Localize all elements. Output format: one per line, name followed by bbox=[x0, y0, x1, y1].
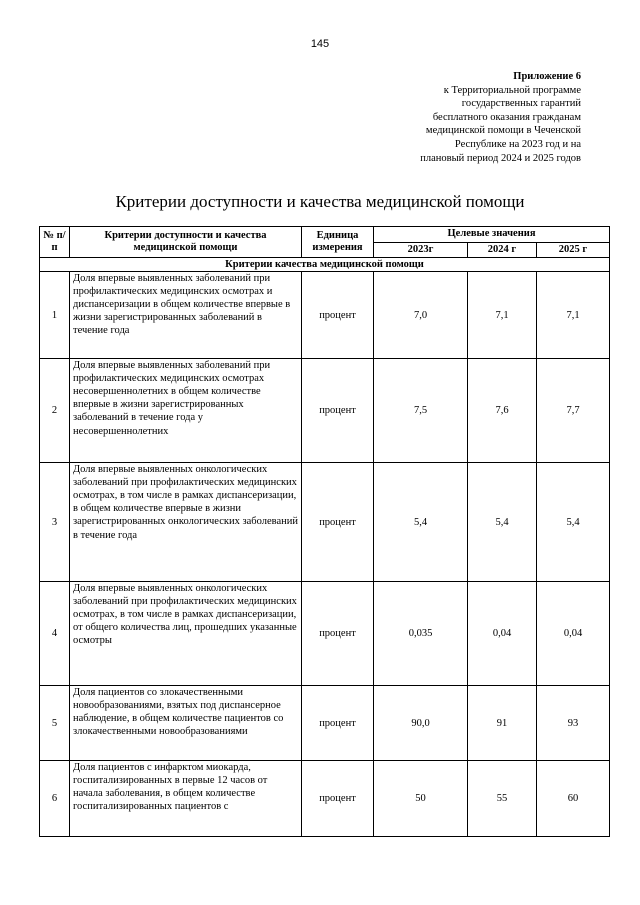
table-row bbox=[40, 463, 610, 582]
header-unit: Единица измерения bbox=[302, 227, 374, 258]
row-value-2024: 7,1 bbox=[468, 272, 537, 359]
appendix-title: Приложение 6 bbox=[513, 71, 581, 82]
row-num: 6 bbox=[40, 761, 70, 837]
row-value-2023: 5,4 bbox=[374, 463, 468, 582]
row-value-2025: 7,1 bbox=[537, 272, 610, 359]
row-value-2025: 0,04 bbox=[537, 582, 610, 686]
row-criteria: Доля пациентов с инфарктом миокарда, госпитализированных в первые 12 часов от начала заболевания, в общем количестве госпитализированных пациентов с bbox=[70, 761, 302, 837]
row-criteria: Доля пациентов со злокачественными новообразованиями, взятых под диспансерное наблюдение, в общем количестве пациентов со злокачественными новообразованиями bbox=[70, 686, 302, 761]
row-num: 5 bbox=[40, 686, 70, 761]
header-year-2025: 2025 г bbox=[537, 242, 610, 258]
row-criteria: Доля впервые выявленных онкологических заболеваний при профилактических медицинских осмотрах, в том числе в рамках диспансеризации, в общем количестве впервые в жизни зарегистрированных онкологических заболеваний в течение года bbox=[70, 463, 302, 582]
appendix-line: плановый период 2024 и 2025 годов bbox=[420, 152, 581, 164]
document-title: Критерии доступности и качества медицинской помощи bbox=[115, 192, 525, 211]
row-num: 3 bbox=[40, 463, 70, 582]
row-value-2023: 7,0 bbox=[374, 272, 468, 359]
row-unit: процент bbox=[302, 686, 374, 761]
row-value-2023: 50 bbox=[374, 761, 468, 837]
header-criteria: Критерии доступности и качества медицинской помощи bbox=[70, 227, 302, 258]
table-row bbox=[40, 686, 610, 761]
table-row bbox=[40, 582, 610, 686]
row-value-2023: 7,5 bbox=[374, 359, 468, 463]
section-row bbox=[40, 258, 610, 272]
row-unit: процент bbox=[302, 272, 374, 359]
row-value-2024: 5,4 bbox=[468, 463, 537, 582]
row-value-2025: 60 bbox=[537, 761, 610, 837]
page-number: 145 bbox=[310, 38, 330, 50]
header-num: № п/п bbox=[40, 227, 70, 258]
appendix-line: к Территориальной программе bbox=[443, 84, 581, 96]
appendix-line: медицинской помощи в Чеченской bbox=[425, 125, 581, 137]
criteria-table bbox=[39, 226, 610, 837]
row-num: 2 bbox=[40, 359, 70, 463]
table-row bbox=[40, 272, 610, 359]
row-value-2023: 0,035 bbox=[374, 582, 468, 686]
header-year-2024: 2024 г bbox=[468, 242, 537, 258]
row-num: 4 bbox=[40, 582, 70, 686]
row-unit: процент bbox=[302, 582, 374, 686]
appendix-line: Республике на 2023 год и на bbox=[454, 138, 581, 150]
table-row bbox=[40, 359, 610, 463]
row-criteria: Доля впервые выявленных онкологических заболеваний при профилактических медицинских осмотрах, в том числе в рамках диспансеризации, от общего количества лиц, прошедших указанные осмотры bbox=[70, 582, 302, 686]
row-criteria: Доля впервые выявленных заболеваний при профилактических медицинских осмотрах и диспансеризации в общем количестве впервые в жизни зарегистрированных заболеваний в течение года bbox=[70, 272, 302, 359]
row-unit: процент bbox=[302, 359, 374, 463]
table-row bbox=[40, 761, 610, 837]
row-criteria: Доля впервые выявленных заболеваний при профилактических медицинских осмотрах несовершеннолетних в общем количестве впервые в жизни зарегистрированных заболеваний в течение года у несовершеннолетних bbox=[70, 359, 302, 463]
row-unit: процент bbox=[302, 761, 374, 837]
row-value-2024: 91 bbox=[468, 686, 537, 761]
row-value-2025: 7,7 bbox=[537, 359, 610, 463]
appendix-line: государственных гарантий bbox=[461, 98, 581, 110]
row-value-2023: 90,0 bbox=[374, 686, 468, 761]
header-year-2023: 2023г bbox=[374, 242, 468, 258]
header-targets: Целевые значения bbox=[374, 227, 610, 243]
appendix-line: бесплатного оказания гражданам bbox=[432, 111, 581, 123]
row-unit: процент bbox=[302, 463, 374, 582]
row-num: 1 bbox=[40, 272, 70, 359]
row-value-2024: 55 bbox=[468, 761, 537, 837]
row-value-2025: 93 bbox=[537, 686, 610, 761]
appendix-header bbox=[331, 70, 581, 165]
section-title: Критерии качества медицинской помощи bbox=[40, 258, 610, 272]
row-value-2024: 7,6 bbox=[468, 359, 537, 463]
row-value-2025: 5,4 bbox=[537, 463, 610, 582]
row-value-2024: 0,04 bbox=[468, 582, 537, 686]
